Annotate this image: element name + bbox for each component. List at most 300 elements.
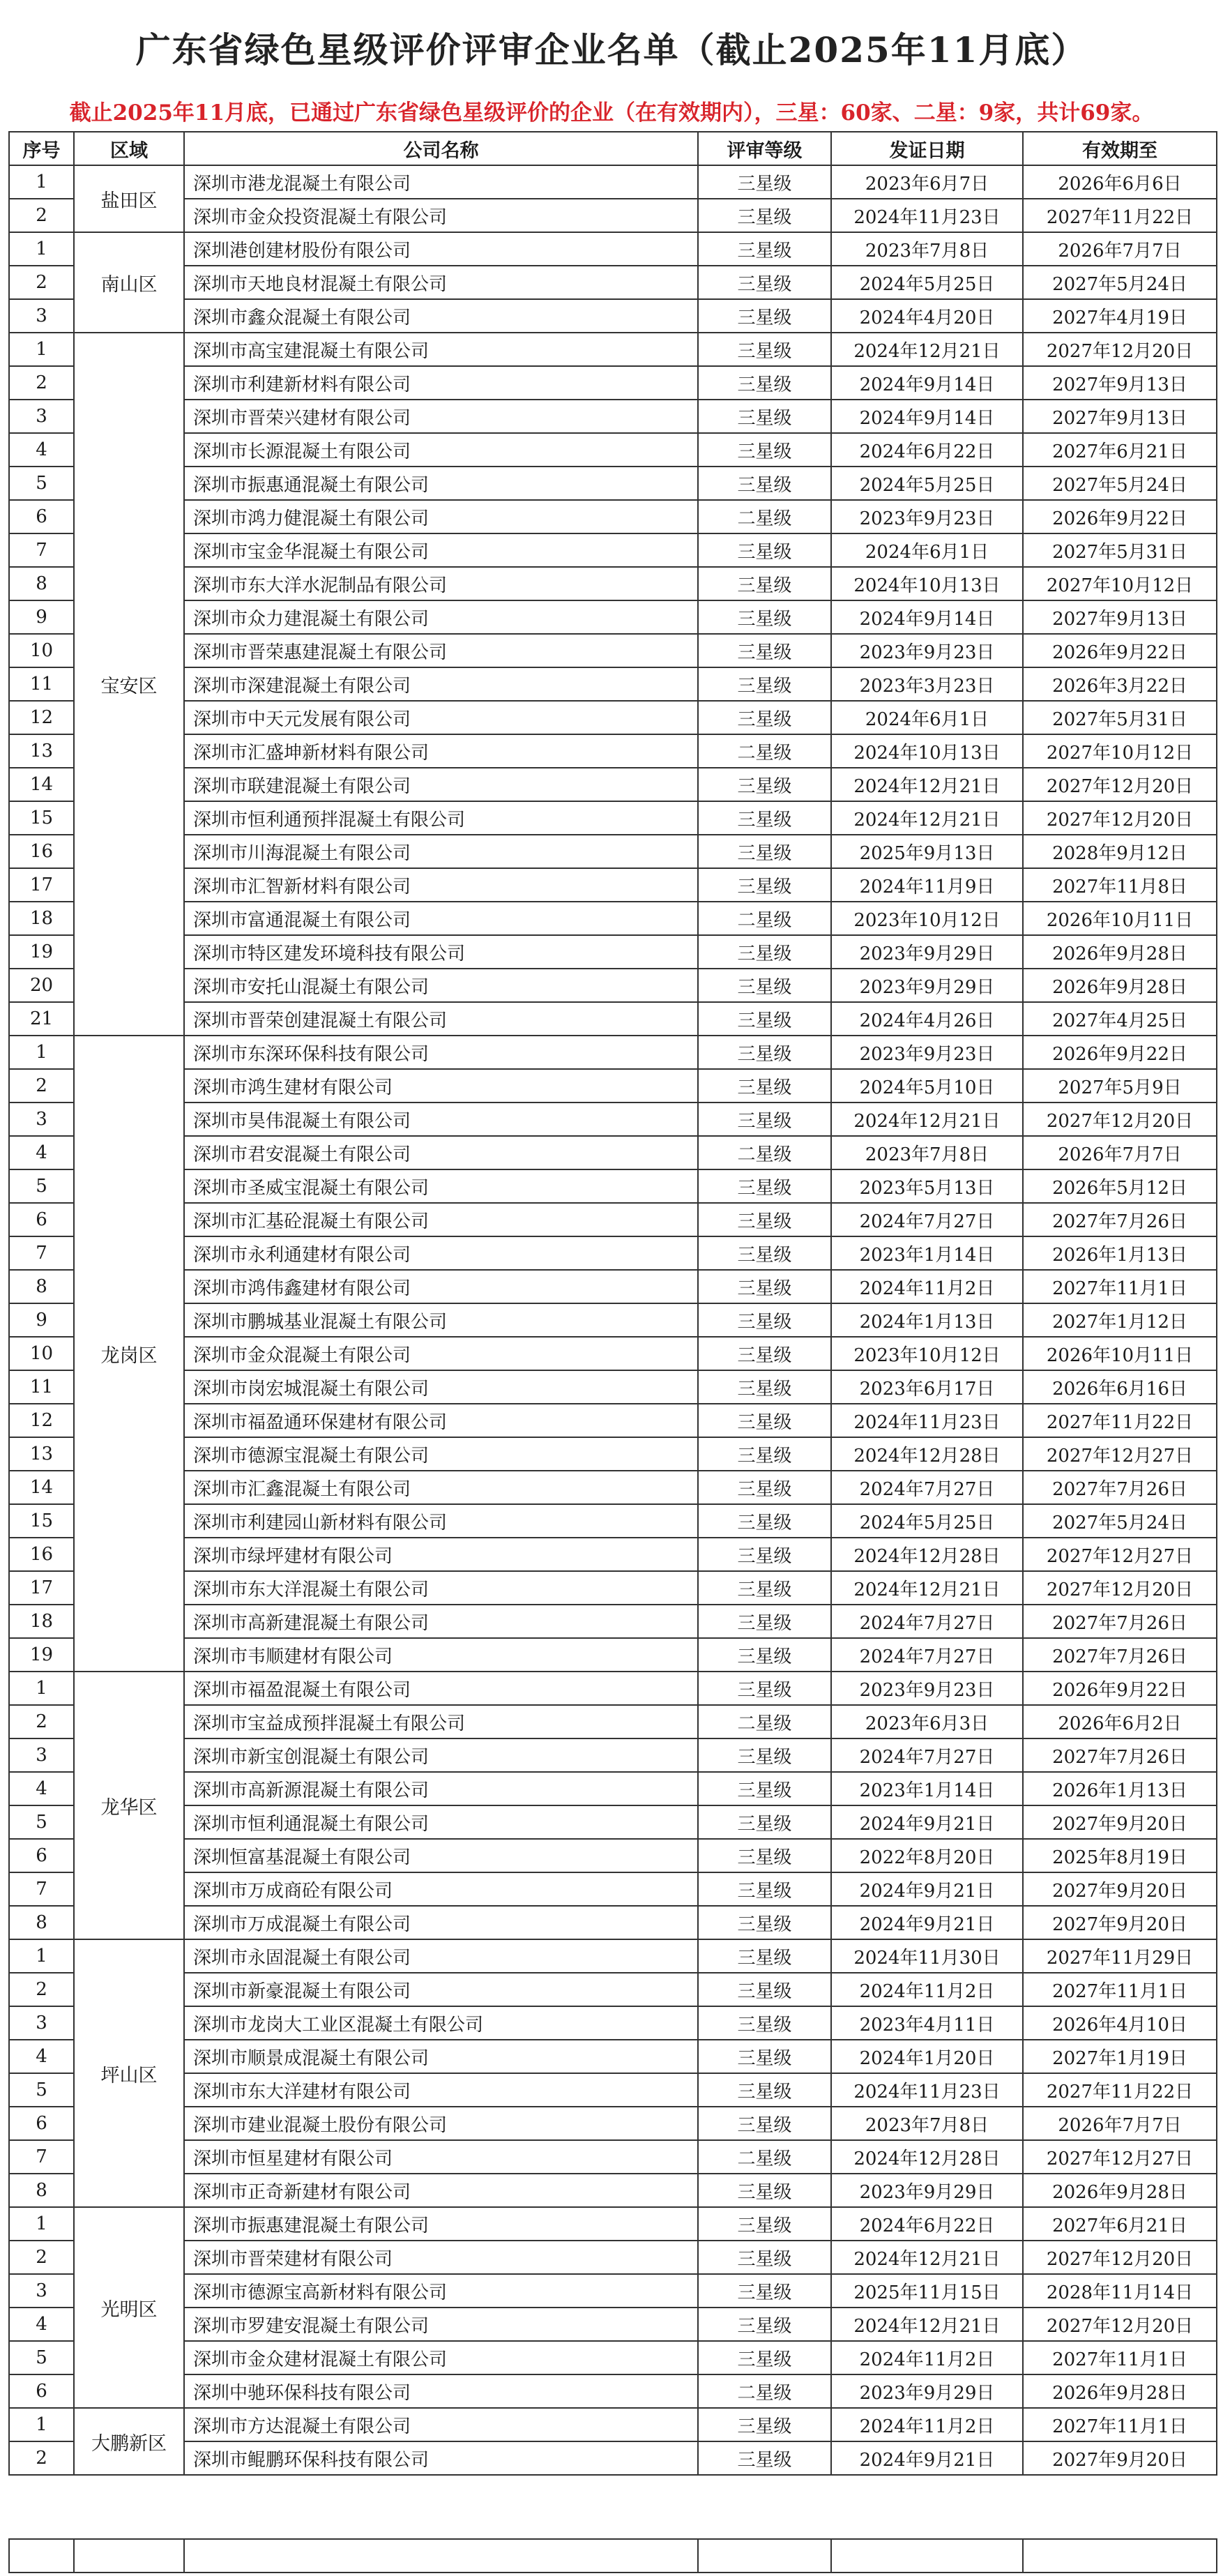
row-number: 3 — [9, 2006, 74, 2040]
row-number: 8 — [9, 1906, 74, 1939]
company-name: 深圳市金众投资混凝土有限公司 — [184, 199, 698, 232]
table-row — [9, 467, 1217, 500]
empty-cell — [184, 2539, 698, 2573]
table-row — [9, 1471, 1217, 1504]
issue-date-cell: 2023年9月23日 — [831, 634, 1023, 667]
empty-footer-row — [8, 2538, 1217, 2573]
issue-date-cell: 2024年6月1日 — [831, 533, 1023, 567]
row-number: 8 — [9, 1270, 74, 1303]
company-name: 深圳市川海混凝土有限公司 — [184, 835, 698, 868]
region-cell: 龙华区 — [74, 1672, 184, 1939]
expire-date-cell: 2026年3月22日 — [1023, 667, 1217, 701]
company-name: 深圳市龙岗大工业区混凝土有限公司 — [184, 2006, 698, 2040]
issue-date-cell: 2024年6月22日 — [831, 2207, 1023, 2241]
company-name: 深圳市富通混凝土有限公司 — [184, 902, 698, 935]
row-number: 1 — [9, 1672, 74, 1705]
grade-cell: 二星级 — [698, 1136, 831, 1169]
grade-cell: 三星级 — [698, 969, 831, 1002]
table-row — [9, 1605, 1217, 1638]
expire-date-cell: 2027年11月29日 — [1023, 1939, 1217, 1973]
row-number: 11 — [9, 1370, 74, 1404]
expire-date-cell: 2027年12月27日 — [1023, 2140, 1217, 2174]
issue-date-cell: 2024年11月2日 — [831, 1270, 1023, 1303]
expire-date-cell: 2027年1月19日 — [1023, 2040, 1217, 2073]
issue-date-cell: 2024年1月13日 — [831, 1303, 1023, 1337]
company-name: 深圳市港龙混凝土有限公司 — [184, 165, 698, 199]
issue-date-cell: 2024年12月28日 — [831, 1437, 1023, 1471]
issue-date-cell: 2023年6月17日 — [831, 1370, 1023, 1404]
table-row — [9, 2207, 1217, 2241]
issue-date-cell: 2024年11月2日 — [831, 1973, 1023, 2006]
row-number: 3 — [9, 1738, 74, 1772]
row-number: 8 — [9, 2174, 74, 2207]
table-row — [9, 1872, 1217, 1906]
row-number: 17 — [9, 868, 74, 902]
region-cell: 南山区 — [74, 232, 184, 333]
row-number: 4 — [9, 2308, 74, 2341]
grade-cell: 三星级 — [698, 400, 831, 433]
issue-date-cell: 2023年1月14日 — [831, 1772, 1023, 1805]
table-row — [9, 333, 1217, 366]
header-row — [9, 132, 1217, 165]
table-row — [9, 1538, 1217, 1571]
company-name: 深圳市福盈通环保建材有限公司 — [184, 1404, 698, 1437]
expire-date-cell: 2027年12月20日 — [1023, 2241, 1217, 2274]
row-number: 4 — [9, 1136, 74, 1169]
issue-date-cell: 2024年6月22日 — [831, 433, 1023, 467]
grade-cell: 三星级 — [698, 333, 831, 366]
expire-date-cell: 2027年10月12日 — [1023, 734, 1217, 768]
company-name: 深圳市德源宝混凝土有限公司 — [184, 1437, 698, 1471]
header-issue-date: 发证日期 — [831, 132, 1023, 165]
issue-date-cell: 2024年9月14日 — [831, 400, 1023, 433]
company-name: 深圳市高新源混凝土有限公司 — [184, 1772, 698, 1805]
row-number: 2 — [9, 366, 74, 400]
row-number: 3 — [9, 2274, 74, 2308]
issue-date-cell: 2024年4月26日 — [831, 1002, 1023, 1036]
row-number: 18 — [9, 902, 74, 935]
expire-date-cell: 2026年9月22日 — [1023, 500, 1217, 533]
expire-date-cell: 2026年9月28日 — [1023, 2374, 1217, 2408]
expire-date-cell: 2027年1月12日 — [1023, 1303, 1217, 1337]
row-number: 6 — [9, 2107, 74, 2140]
grade-cell: 三星级 — [698, 1270, 831, 1303]
row-number: 2 — [9, 2241, 74, 2274]
issue-date-cell: 2024年11月2日 — [831, 2341, 1023, 2374]
expire-date-cell: 2026年7月7日 — [1023, 1136, 1217, 1169]
expire-date-cell: 2026年6月2日 — [1023, 1705, 1217, 1738]
empty-cell — [831, 2539, 1023, 2573]
company-name: 深圳市鸿力健混凝土有限公司 — [184, 500, 698, 533]
company-name: 深圳市正奇新建材有限公司 — [184, 2174, 698, 2207]
issue-date-cell: 2024年12月21日 — [831, 2241, 1023, 2274]
company-name: 深圳市韦顺建材有限公司 — [184, 1638, 698, 1672]
row-number: 2 — [9, 1069, 74, 1103]
expire-date-cell: 2026年4月10日 — [1023, 2006, 1217, 2040]
expire-date-cell: 2027年9月20日 — [1023, 2441, 1217, 2475]
issue-date-cell: 2024年5月10日 — [831, 1069, 1023, 1103]
company-name: 深圳市万成商砼有限公司 — [184, 1872, 698, 1906]
row-number: 21 — [9, 1002, 74, 1036]
issue-date-cell: 2024年5月25日 — [831, 467, 1023, 500]
issue-date-cell: 2023年10月12日 — [831, 1337, 1023, 1370]
table-row — [9, 1437, 1217, 1471]
row-number: 2 — [9, 1705, 74, 1738]
company-name: 深圳市顺景成混凝土有限公司 — [184, 2040, 698, 2073]
company-name: 深圳市永利通建材有限公司 — [184, 1236, 698, 1270]
company-name: 深圳市深建混凝土有限公司 — [184, 667, 698, 701]
table-row — [9, 1973, 1217, 2006]
row-number: 19 — [9, 1638, 74, 1672]
table-row — [9, 1839, 1217, 1872]
row-number: 5 — [9, 2073, 74, 2107]
company-name: 深圳市晋荣创建混凝土有限公司 — [184, 1002, 698, 1036]
row-number: 6 — [9, 1839, 74, 1872]
issue-date-cell: 2024年11月9日 — [831, 868, 1023, 902]
table-row — [9, 1036, 1217, 1069]
table-row — [9, 1805, 1217, 1839]
header-expire-date: 有效期至 — [1023, 132, 1217, 165]
company-name: 深圳市德源宝高新材料有限公司 — [184, 2274, 698, 2308]
expire-date-cell: 2027年7月26日 — [1023, 1738, 1217, 1772]
row-number: 2 — [9, 1973, 74, 2006]
table-row — [9, 2408, 1217, 2441]
issue-date-cell: 2023年9月29日 — [831, 2174, 1023, 2207]
row-number: 6 — [9, 2374, 74, 2408]
row-number: 6 — [9, 1203, 74, 1236]
expire-date-cell: 2027年5月9日 — [1023, 1069, 1217, 1103]
expire-date-cell: 2027年11月22日 — [1023, 1404, 1217, 1437]
table-row — [9, 868, 1217, 902]
table-row — [9, 1337, 1217, 1370]
grade-cell: 三星级 — [698, 299, 831, 333]
table-row — [9, 801, 1217, 835]
grade-cell: 二星级 — [698, 2374, 831, 2408]
issue-date-cell: 2024年12月28日 — [831, 2140, 1023, 2174]
company-name: 深圳市恒利通预拌混凝土有限公司 — [184, 801, 698, 835]
issue-date-cell: 2024年7月27日 — [831, 1638, 1023, 1672]
grade-cell: 三星级 — [698, 2341, 831, 2374]
issue-date-cell: 2025年9月13日 — [831, 835, 1023, 868]
issue-date-cell: 2023年9月29日 — [831, 935, 1023, 969]
table-row — [9, 2241, 1217, 2274]
company-name: 深圳市利建新材料有限公司 — [184, 366, 698, 400]
row-number: 1 — [9, 165, 74, 199]
company-name: 深圳市东大洋混凝土有限公司 — [184, 1571, 698, 1605]
issue-date-cell: 2024年11月23日 — [831, 199, 1023, 232]
header-grade: 评审等级 — [698, 132, 831, 165]
row-number: 19 — [9, 935, 74, 969]
company-name: 深圳市新宝创混凝土有限公司 — [184, 1738, 698, 1772]
issue-date-cell: 2023年6月7日 — [831, 165, 1023, 199]
issue-date-cell: 2024年9月21日 — [831, 1906, 1023, 1939]
grade-cell: 二星级 — [698, 734, 831, 768]
company-name: 深圳市金众混凝土有限公司 — [184, 1337, 698, 1370]
company-name: 深圳市特区建发环境科技有限公司 — [184, 935, 698, 969]
table-row — [9, 500, 1217, 533]
table-row — [9, 734, 1217, 768]
table-row — [9, 2308, 1217, 2341]
company-name: 深圳市天地良材混凝土有限公司 — [184, 266, 698, 299]
expire-date-cell: 2026年6月6日 — [1023, 165, 1217, 199]
company-name: 深圳市鸿生建材有限公司 — [184, 1069, 698, 1103]
issue-date-cell: 2024年12月21日 — [831, 768, 1023, 801]
expire-date-cell: 2026年9月22日 — [1023, 634, 1217, 667]
grade-cell: 三星级 — [698, 835, 831, 868]
grade-cell: 三星级 — [698, 1738, 831, 1772]
grade-cell: 三星级 — [698, 2040, 831, 2073]
row-number: 16 — [9, 1538, 74, 1571]
grade-cell: 三星级 — [698, 1538, 831, 1571]
table-row — [9, 232, 1217, 266]
row-number: 3 — [9, 1103, 74, 1136]
grade-cell: 三星级 — [698, 1370, 831, 1404]
table-row — [9, 1504, 1217, 1538]
grade-cell: 二星级 — [698, 500, 831, 533]
table-row — [9, 835, 1217, 868]
row-number: 7 — [9, 2140, 74, 2174]
expire-date-cell: 2027年12月20日 — [1023, 333, 1217, 366]
row-number: 2 — [9, 199, 74, 232]
issue-date-cell: 2023年10月12日 — [831, 902, 1023, 935]
summary-notice: 截止2025年11月底，已通过广东省绿色星级评价的企业（在有效期内），三星：60家、二星：9家，共计69家。 — [69, 100, 1154, 126]
table-row — [9, 1404, 1217, 1437]
grade-cell: 三星级 — [698, 2174, 831, 2207]
enterprise-table — [8, 131, 1217, 2476]
expire-date-cell: 2027年12月20日 — [1023, 1103, 1217, 1136]
region-cell: 龙岗区 — [74, 1036, 184, 1672]
grade-cell: 二星级 — [698, 902, 831, 935]
grade-cell: 三星级 — [698, 600, 831, 634]
row-number: 1 — [9, 2207, 74, 2241]
grade-cell: 三星级 — [698, 1805, 831, 1839]
company-name: 深圳市晋荣惠建混凝土有限公司 — [184, 634, 698, 667]
expire-date-cell: 2027年11月1日 — [1023, 2341, 1217, 2374]
row-number: 7 — [9, 1872, 74, 1906]
company-name: 深圳市岗宏城混凝土有限公司 — [184, 1370, 698, 1404]
row-number: 20 — [9, 969, 74, 1002]
expire-date-cell: 2027年5月24日 — [1023, 1504, 1217, 1538]
row-number: 14 — [9, 1471, 74, 1504]
row-number: 4 — [9, 433, 74, 467]
expire-date-cell: 2027年10月12日 — [1023, 567, 1217, 600]
company-name: 深圳市罗建安混凝土有限公司 — [184, 2308, 698, 2341]
region-cell: 光明区 — [74, 2207, 184, 2408]
table-row — [9, 1303, 1217, 1337]
issue-date-cell: 2024年7月27日 — [831, 1203, 1023, 1236]
table-row — [9, 1203, 1217, 1236]
issue-date-cell: 2024年10月13日 — [831, 734, 1023, 768]
table-row — [9, 567, 1217, 600]
row-number: 5 — [9, 2341, 74, 2374]
row-number: 16 — [9, 835, 74, 868]
table-row — [9, 2341, 1217, 2374]
grade-cell: 三星级 — [698, 2274, 831, 2308]
company-name: 深圳市东深环保科技有限公司 — [184, 1036, 698, 1069]
company-name: 深圳市汇鑫混凝土有限公司 — [184, 1471, 698, 1504]
issue-date-cell: 2024年4月20日 — [831, 299, 1023, 333]
company-name: 深圳港创建材股份有限公司 — [184, 232, 698, 266]
row-number: 5 — [9, 1805, 74, 1839]
row-number: 1 — [9, 333, 74, 366]
table-row — [9, 299, 1217, 333]
table-row — [9, 634, 1217, 667]
grade-cell: 三星级 — [698, 1839, 831, 1872]
issue-date-cell: 2024年9月21日 — [831, 2441, 1023, 2475]
issue-date-cell: 2024年9月14日 — [831, 600, 1023, 634]
table-row — [9, 1738, 1217, 1772]
table-row — [9, 2107, 1217, 2140]
grade-cell: 三星级 — [698, 768, 831, 801]
table-row — [9, 2374, 1217, 2408]
expire-date-cell: 2027年11月22日 — [1023, 199, 1217, 232]
expire-date-cell: 2027年4月19日 — [1023, 299, 1217, 333]
row-number: 13 — [9, 1437, 74, 1471]
issue-date-cell: 2024年1月20日 — [831, 2040, 1023, 2073]
table-row — [9, 533, 1217, 567]
expire-date-cell: 2026年9月28日 — [1023, 2174, 1217, 2207]
row-number: 1 — [9, 1939, 74, 1973]
expire-date-cell: 2027年12月20日 — [1023, 2308, 1217, 2341]
grade-cell: 三星级 — [698, 266, 831, 299]
expire-date-cell: 2027年5月24日 — [1023, 266, 1217, 299]
company-name: 深圳市圣威宝混凝土有限公司 — [184, 1169, 698, 1203]
table-row — [9, 2006, 1217, 2040]
issue-date-cell: 2023年1月14日 — [831, 1236, 1023, 1270]
company-name: 深圳市晋荣建材有限公司 — [184, 2241, 698, 2274]
company-name: 深圳市振惠建混凝土有限公司 — [184, 2207, 698, 2241]
row-number: 7 — [9, 1236, 74, 1270]
issue-date-cell: 2023年9月29日 — [831, 969, 1023, 1002]
issue-date-cell: 2024年12月21日 — [831, 333, 1023, 366]
issue-date-cell: 2023年6月3日 — [831, 1705, 1023, 1738]
issue-date-cell: 2025年11月15日 — [831, 2274, 1023, 2308]
grade-cell: 三星级 — [698, 1036, 831, 1069]
grade-cell: 三星级 — [698, 2006, 831, 2040]
company-name: 深圳市福盈混凝土有限公司 — [184, 1672, 698, 1705]
expire-date-cell: 2027年5月24日 — [1023, 467, 1217, 500]
table-row — [9, 2140, 1217, 2174]
company-name: 深圳市振惠通混凝土有限公司 — [184, 467, 698, 500]
table-row — [9, 701, 1217, 734]
expire-date-cell: 2027年6月21日 — [1023, 2207, 1217, 2241]
table-body — [9, 165, 1217, 2475]
table-row — [9, 1705, 1217, 1738]
table-row — [9, 2441, 1217, 2475]
expire-date-cell: 2027年7月26日 — [1023, 1638, 1217, 1672]
expire-date-cell: 2027年11月1日 — [1023, 1270, 1217, 1303]
row-number: 3 — [9, 299, 74, 333]
expire-date-cell: 2027年11月1日 — [1023, 2408, 1217, 2441]
row-number: 17 — [9, 1571, 74, 1605]
expire-date-cell: 2027年9月20日 — [1023, 1872, 1217, 1906]
expire-date-cell: 2026年10月11日 — [1023, 902, 1217, 935]
table-row — [9, 1571, 1217, 1605]
grade-cell: 三星级 — [698, 165, 831, 199]
row-number: 5 — [9, 467, 74, 500]
issue-date-cell: 2023年9月23日 — [831, 500, 1023, 533]
company-name: 深圳市万成混凝土有限公司 — [184, 1906, 698, 1939]
table-row — [9, 199, 1217, 232]
grade-cell: 三星级 — [698, 232, 831, 266]
issue-date-cell: 2024年11月23日 — [831, 1404, 1023, 1437]
row-number: 2 — [9, 2441, 74, 2475]
row-number: 13 — [9, 734, 74, 768]
company-name: 深圳市东大洋建材有限公司 — [184, 2073, 698, 2107]
grade-cell: 三星级 — [698, 1303, 831, 1337]
issue-date-cell: 2024年5月25日 — [831, 266, 1023, 299]
grade-cell: 二星级 — [698, 1705, 831, 1738]
grade-cell: 三星级 — [698, 2107, 831, 2140]
table-row — [9, 2274, 1217, 2308]
row-number: 9 — [9, 600, 74, 634]
row-number: 15 — [9, 1504, 74, 1538]
row-number: 9 — [9, 1303, 74, 1337]
row-number: 14 — [9, 768, 74, 801]
expire-date-cell: 2027年5月31日 — [1023, 533, 1217, 567]
header-company-name: 公司名称 — [184, 132, 698, 165]
region-cell: 宝安区 — [74, 333, 184, 1036]
issue-date-cell: 2024年5月25日 — [831, 1504, 1023, 1538]
table-row — [9, 1638, 1217, 1672]
grade-cell: 三星级 — [698, 433, 831, 467]
table-row — [9, 1169, 1217, 1203]
company-name: 深圳市鑫众混凝土有限公司 — [184, 299, 698, 333]
company-name: 深圳中驰环保科技有限公司 — [184, 2374, 698, 2408]
company-name: 深圳市鸿伟鑫建材有限公司 — [184, 1270, 698, 1303]
issue-date-cell: 2022年8月20日 — [831, 1839, 1023, 1872]
row-number: 5 — [9, 1169, 74, 1203]
grade-cell: 三星级 — [698, 366, 831, 400]
row-number: 15 — [9, 801, 74, 835]
expire-date-cell: 2027年9月20日 — [1023, 1805, 1217, 1839]
row-number: 12 — [9, 701, 74, 734]
grade-cell: 三星级 — [698, 801, 831, 835]
company-name: 深圳市东大洋水泥制品有限公司 — [184, 567, 698, 600]
table-row — [9, 667, 1217, 701]
issue-date-cell: 2023年4月11日 — [831, 2006, 1023, 2040]
expire-date-cell: 2026年9月28日 — [1023, 935, 1217, 969]
table-row — [9, 266, 1217, 299]
expire-date-cell: 2027年7月26日 — [1023, 1203, 1217, 1236]
expire-date-cell: 2026年7月7日 — [1023, 2107, 1217, 2140]
issue-date-cell: 2023年9月29日 — [831, 2374, 1023, 2408]
grade-cell: 三星级 — [698, 2207, 831, 2241]
grade-cell: 三星级 — [698, 1973, 831, 2006]
grade-cell: 三星级 — [698, 2241, 831, 2274]
table-row — [9, 600, 1217, 634]
grade-cell: 三星级 — [698, 1404, 831, 1437]
row-number: 12 — [9, 1404, 74, 1437]
empty-cell — [1023, 2539, 1217, 2573]
grade-cell: 三星级 — [698, 1203, 831, 1236]
table-row — [9, 2073, 1217, 2107]
issue-date-cell: 2023年5月13日 — [831, 1169, 1023, 1203]
grade-cell: 三星级 — [698, 935, 831, 969]
grade-cell: 三星级 — [698, 1571, 831, 1605]
grade-cell: 三星级 — [698, 467, 831, 500]
expire-date-cell: 2026年6月16日 — [1023, 1370, 1217, 1404]
table-row — [9, 366, 1217, 400]
company-name: 深圳市方达混凝土有限公司 — [184, 2408, 698, 2441]
row-number: 3 — [9, 400, 74, 433]
table-row — [9, 1772, 1217, 1805]
grade-cell: 三星级 — [698, 634, 831, 667]
issue-date-cell: 2024年12月21日 — [831, 801, 1023, 835]
company-name: 深圳市汇基砼混凝土有限公司 — [184, 1203, 698, 1236]
issue-date-cell: 2024年12月21日 — [831, 1103, 1023, 1136]
expire-date-cell: 2026年5月12日 — [1023, 1169, 1217, 1203]
